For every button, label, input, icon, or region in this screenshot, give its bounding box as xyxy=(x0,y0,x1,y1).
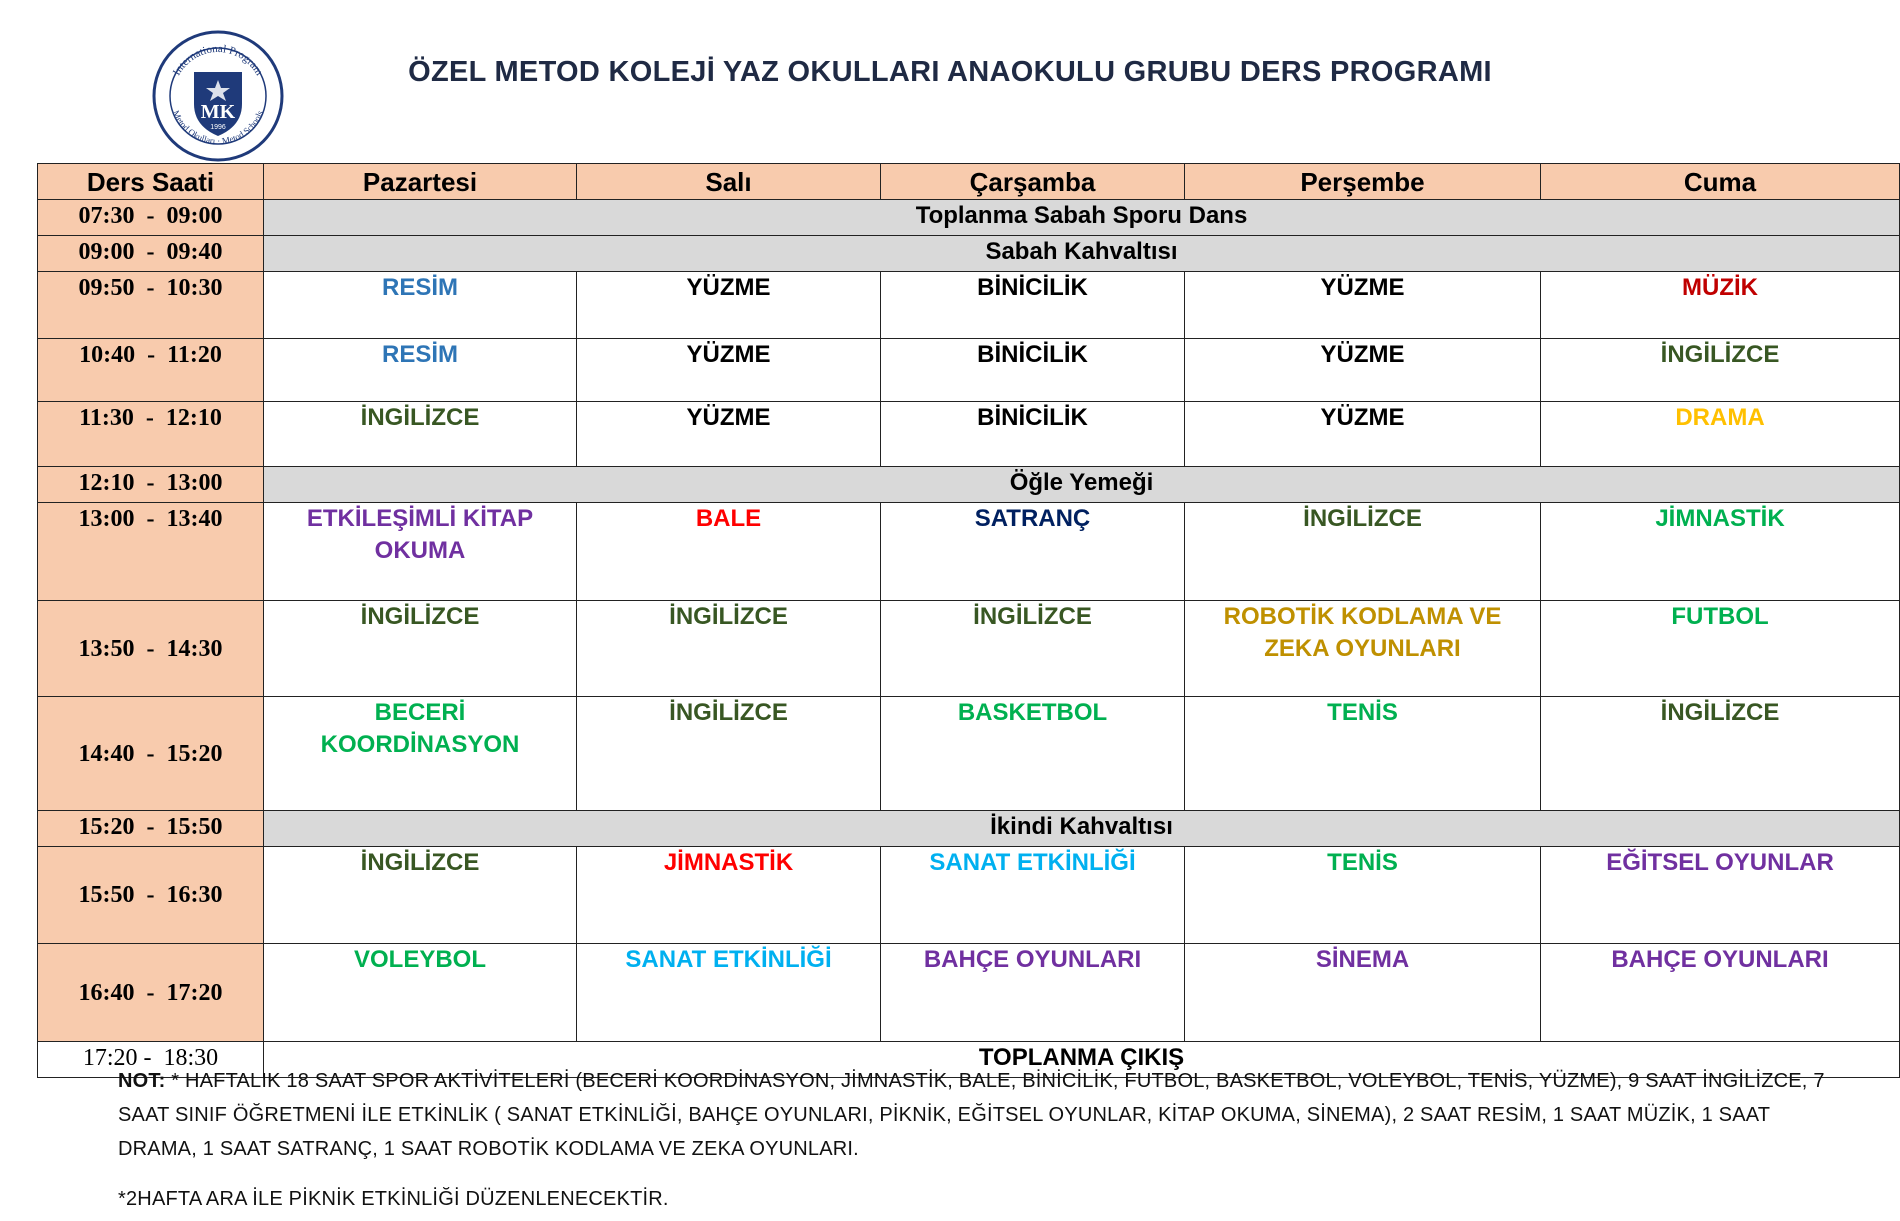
lesson-row xyxy=(38,697,1900,811)
lesson-name: YÜZME xyxy=(686,341,771,368)
lesson-cell xyxy=(577,697,881,811)
lesson-cell xyxy=(1541,944,1900,1042)
break-label: Öğle Yemeği xyxy=(264,467,1900,503)
break-row xyxy=(38,467,1900,503)
lesson-cell xyxy=(577,503,881,601)
lesson-cell xyxy=(1541,601,1900,697)
lesson-name: YÜZME xyxy=(686,274,771,301)
lesson-name: FUTBOL xyxy=(1671,603,1769,630)
lesson-name: İNGİLİZCE xyxy=(669,603,788,630)
logo-ring-top: International Program xyxy=(170,42,266,78)
time-slot: 13:00 - 13:40 xyxy=(38,503,264,601)
lesson-row xyxy=(38,601,1900,697)
lesson-cell xyxy=(881,697,1185,811)
break-row xyxy=(38,811,1900,847)
lesson-name: BAHÇE OYUNLARI xyxy=(923,946,1142,973)
lesson-cell xyxy=(881,402,1185,467)
lesson-cell xyxy=(264,272,577,339)
notes-text: * HAFTALIK 18 SAAT SPOR AKTİVİTELERİ (BECERİ KOORDİNASYON, JİMNASTİK, BALE, BİNİCİLİK, FUTBOL, BASKETBOL, VOLEYBOL, TENİS, YÜZME), 9 SAAT İNGİLİZCE, 7 SAAT SINIF ÖĞRETMENİ İLE ETKİNLİK ( SANAT ETKİNLİĞİ, BAHÇE OYUNLARI, PİKNİK, EĞİTSEL OYUNLAR, KİTAP OKUMA, SİNEMA), 2 SAAT RESİM, 1 SAAT MÜZİK, 1 SAAT DRAMA, 1 SAAT SATRANÇ, 1 SAAT ROBOTİK KODLAMA VE ZEKA OYUNLARI. xyxy=(118,1070,1825,1160)
break-label: Toplanma Sabah Sporu Dans xyxy=(264,200,1900,236)
time-slot: 09:50 - 10:30 xyxy=(38,272,264,339)
notes xyxy=(118,1064,1838,1216)
lesson-cell xyxy=(577,944,881,1042)
lesson-name: VOLEYBOL xyxy=(353,946,486,973)
lesson-cell xyxy=(1185,697,1541,811)
logo-initials: MK xyxy=(200,101,236,123)
header-thursday: Perşembe xyxy=(1185,164,1541,200)
lesson-name: JİMNASTİK xyxy=(1655,505,1785,532)
lesson-name: SANAT ETKİNLİĞİ xyxy=(625,946,832,973)
lesson-cell xyxy=(1185,503,1541,601)
header-monday: Pazartesi xyxy=(264,164,577,200)
lesson-cell xyxy=(1185,601,1541,697)
lesson-name: JİMNASTİK xyxy=(663,849,794,876)
header-wednesday: Çarşamba xyxy=(881,164,1185,200)
lesson-cell xyxy=(1541,339,1900,402)
lesson-cell xyxy=(1541,272,1900,339)
lesson-name: İNGİLİZCE xyxy=(973,603,1092,630)
lesson-cell xyxy=(577,339,881,402)
lesson-cell xyxy=(1541,503,1900,601)
time-slot: 17:20 - 18:30 xyxy=(38,1042,264,1078)
lesson-name: SANAT ETKİNLİĞİ xyxy=(929,849,1136,876)
break-row xyxy=(38,236,1900,272)
lesson-cell xyxy=(264,503,577,601)
lesson-name: YÜZME xyxy=(686,404,771,431)
lesson-name: İNGİLİZCE xyxy=(360,404,480,431)
time-slot: 14:40 - 15:20 xyxy=(38,697,264,811)
lesson-row xyxy=(38,272,1900,339)
lesson-name: MÜZİK xyxy=(1682,274,1758,301)
lesson-cell xyxy=(1185,847,1541,944)
lesson-cell xyxy=(577,601,881,697)
time-slot: 09:00 - 09:40 xyxy=(38,236,264,272)
lesson-cell xyxy=(881,272,1185,339)
header-friday: Cuma xyxy=(1541,164,1900,200)
lesson-name: İNGİLİZCE xyxy=(1660,341,1780,368)
lesson-name: İNGİLİZCE xyxy=(360,849,480,876)
lesson-name: YÜZME xyxy=(1320,274,1405,301)
lesson-cell xyxy=(577,272,881,339)
lesson-cell xyxy=(264,339,577,402)
lesson-name: DRAMA xyxy=(1675,404,1765,431)
lesson-cell xyxy=(1185,402,1541,467)
time-slot: 11:30 - 12:10 xyxy=(38,402,264,467)
notes-label: NOT: xyxy=(118,1070,166,1092)
lesson-cell xyxy=(264,847,577,944)
lesson-name: SİNEMA xyxy=(1315,946,1410,973)
lesson-cell xyxy=(881,601,1185,697)
lesson-name: TENİS xyxy=(1327,849,1398,876)
logo-ring-bottom: Metod Okulları · Metod Schools xyxy=(170,108,266,147)
lesson-cell xyxy=(264,402,577,467)
lesson-row xyxy=(38,503,1900,601)
lesson-row xyxy=(38,944,1900,1042)
lesson-name: İNGİLİZCE xyxy=(1660,699,1780,726)
break-label: Sabah Kahvaltısı xyxy=(264,236,1900,272)
lesson-cell xyxy=(577,402,881,467)
time-slot: 16:40 - 17:20 xyxy=(38,944,264,1042)
lesson-name: TENİS xyxy=(1327,699,1398,726)
lesson-name: BALE xyxy=(695,505,762,532)
lesson-name: BİNİCİLİK xyxy=(977,404,1088,431)
break-label: İkindi Kahvaltısı xyxy=(264,811,1900,847)
lesson-name: BAHÇE OYUNLARI xyxy=(1611,946,1829,973)
notes-extra: *2HAFTA ARA İLE PİKNİK ETKİNLİĞİ DÜZENLENECEKTİR. xyxy=(118,1188,669,1210)
lesson-row xyxy=(38,847,1900,944)
lesson-cell xyxy=(1541,402,1900,467)
lesson-cell xyxy=(881,847,1185,944)
page-title: ÖZEL METOD KOLEJİ YAZ OKULLARI ANAOKULU GRUBU DERS PROGRAMI xyxy=(408,56,1492,88)
lesson-cell xyxy=(1185,944,1541,1042)
lesson-name: BECERİ KOORDİNASYON xyxy=(320,699,520,758)
lesson-cell xyxy=(264,601,577,697)
lesson-cell xyxy=(577,847,881,944)
lesson-name: RESİM xyxy=(381,274,458,301)
lesson-cell xyxy=(1185,272,1541,339)
lesson-name: YÜZME xyxy=(1320,404,1405,431)
lesson-cell xyxy=(1541,847,1900,944)
lesson-name: SATRANÇ xyxy=(974,505,1091,532)
lesson-cell xyxy=(1185,339,1541,402)
lesson-cell xyxy=(881,944,1185,1042)
lesson-name: BASKETBOL xyxy=(957,699,1108,726)
break-label: TOPLANMA ÇIKIŞ xyxy=(264,1042,1900,1078)
lesson-name: ROBOTİK KODLAMA VE ZEKA OYUNLARI xyxy=(1223,603,1502,662)
logo-year: 1996 xyxy=(210,124,226,131)
lesson-name: RESİM xyxy=(381,341,458,368)
lesson-cell xyxy=(264,697,577,811)
lesson-row xyxy=(38,339,1900,402)
lesson-name: İNGİLİZCE xyxy=(1303,505,1422,532)
time-slot: 12:10 - 13:00 xyxy=(38,467,264,503)
lesson-row xyxy=(38,402,1900,467)
lesson-name: BİNİCİLİK xyxy=(977,274,1088,301)
break-row xyxy=(38,200,1900,236)
lesson-name: ETKİLEŞİMLİ KİTAP OKUMA xyxy=(306,505,534,564)
time-slot: 13:50 - 14:30 xyxy=(38,601,264,697)
schedule-table xyxy=(37,163,1900,1078)
time-slot: 07:30 - 09:00 xyxy=(38,200,264,236)
lesson-name: EĞİTSEL OYUNLAR xyxy=(1606,849,1834,876)
lesson-name: İNGİLİZCE xyxy=(360,603,480,630)
header-time: Ders Saati xyxy=(38,164,264,200)
lesson-name: BİNİCİLİK xyxy=(977,341,1088,368)
time-slot: 15:20 - 15:50 xyxy=(38,811,264,847)
lesson-cell xyxy=(881,503,1185,601)
header-tuesday: Salı xyxy=(577,164,881,200)
lesson-name: YÜZME xyxy=(1320,341,1405,368)
lesson-name: İNGİLİZCE xyxy=(669,699,788,726)
lesson-cell xyxy=(1541,697,1900,811)
lesson-cell xyxy=(264,944,577,1042)
school-crest-logo xyxy=(150,28,286,164)
lesson-cell xyxy=(881,339,1185,402)
header-row xyxy=(38,164,1900,200)
time-slot: 15:50 - 16:30 xyxy=(38,847,264,944)
time-slot: 10:40 - 11:20 xyxy=(38,339,264,402)
